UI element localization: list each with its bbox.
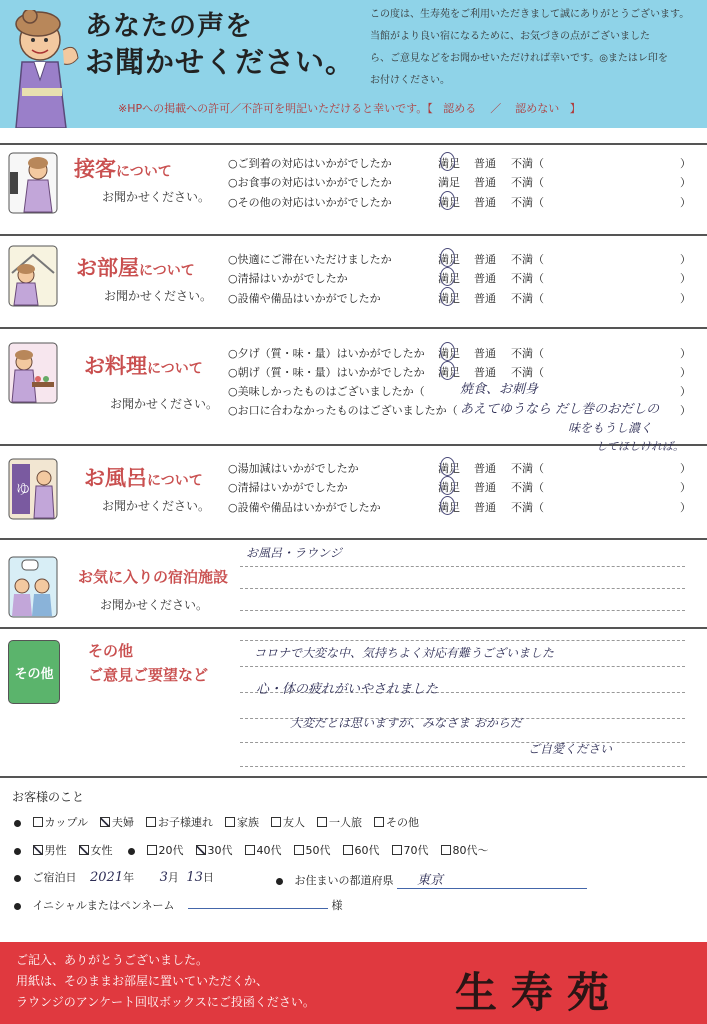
question-service: ○ご到着の対応はいかがでしたか [228, 157, 392, 170]
gender-label: 男性 [44, 844, 67, 857]
divider [0, 234, 707, 236]
checkbox-icon[interactable] [225, 817, 235, 827]
bullet-icon [14, 848, 21, 855]
bullet-icon [128, 848, 135, 855]
month-unit: 月 [167, 871, 179, 884]
handwritten-other: ご自愛ください [528, 742, 613, 756]
option-unsatisfied[interactable]: 不満（ [511, 347, 544, 360]
selection-circle [440, 457, 455, 476]
option-unsatisfied[interactable]: 不満（ [511, 176, 544, 189]
age-option[interactable] [343, 844, 380, 857]
selection-circle [440, 476, 455, 495]
stay-row [14, 869, 214, 885]
handwritten-other: コロナで大変な中、気持ちよく対応有難うございました [254, 646, 555, 660]
intro-line: お付けください。 [370, 75, 450, 86]
writing-line [240, 766, 685, 767]
section-subtitle: お聞かせください。 [104, 289, 213, 303]
option-unsatisfied[interactable]: 不満（ [511, 196, 544, 209]
checkbox-icon[interactable] [79, 845, 89, 855]
checkbox-icon[interactable] [343, 845, 353, 855]
stay-day[interactable]: 13 [186, 870, 203, 885]
question-service: ○その他の対応はいかがでしたか [228, 196, 392, 209]
bullet-icon [14, 875, 21, 882]
option-satisfied[interactable]: 満足 [438, 272, 460, 285]
option-normal[interactable]: 普通 [474, 292, 496, 305]
option-normal[interactable]: 普通 [474, 253, 496, 266]
writing-line [240, 666, 685, 667]
checkbox-icon[interactable] [374, 817, 384, 827]
companion-option[interactable] [317, 816, 362, 829]
section-title-service: 接客について [74, 157, 172, 181]
option-unsatisfied[interactable]: 不満（ [511, 481, 544, 494]
paren-close: ） [680, 404, 691, 417]
companion-label: 夫婦 [111, 816, 134, 829]
svg-text:ゆ: ゆ [16, 482, 30, 498]
option-close: ） [680, 272, 691, 285]
section-title-room: お部屋について [76, 256, 195, 280]
footer-text [16, 950, 315, 1013]
writing-line [240, 640, 685, 641]
writing-line [240, 588, 685, 589]
checkbox-icon[interactable] [100, 817, 110, 827]
question-bath: ○清掃はいかがでしたか [228, 481, 348, 494]
consent-text: ※HPへの掲載への許可／不許可を明記いただけると幸いです。【 [118, 102, 433, 115]
checkbox-icon[interactable] [147, 845, 157, 855]
question-room: ○快適にご滞在いただけましたか [228, 253, 392, 266]
checkbox-icon[interactable] [33, 817, 43, 827]
option-unsatisfied[interactable]: 不満（ [511, 366, 544, 379]
intro-line: この度は、生寿苑をご利用いただきまして誠にありがとうございます。 [370, 9, 690, 20]
option-close: ） [680, 176, 691, 189]
option-normal[interactable]: 普通 [474, 272, 496, 285]
selection-circle [440, 342, 455, 361]
option-unsatisfied[interactable]: 不満（ [511, 292, 544, 305]
checkbox-icon[interactable] [245, 845, 255, 855]
option-normal[interactable]: 普通 [474, 157, 496, 170]
age-option[interactable] [245, 844, 282, 857]
option-close: ） [680, 501, 691, 514]
title-line-2: お聞かせください。 [85, 45, 356, 79]
room-icon [8, 245, 58, 307]
stay-year[interactable]: 2021 [90, 870, 124, 885]
section-subtitle: お聞かせください。 [102, 190, 211, 204]
prefecture-label: お住まいの都道府県 [294, 874, 394, 887]
age-option[interactable] [392, 844, 429, 857]
reception-icon [8, 152, 58, 214]
writing-line [240, 742, 685, 743]
sama-label: 様 [331, 899, 343, 912]
age-label: 70代 [403, 844, 429, 857]
section-title-favorite: お気に入りの宿泊施設 [78, 568, 229, 586]
divider [0, 143, 707, 145]
age-option[interactable] [294, 844, 331, 857]
option-normal[interactable]: 普通 [474, 366, 496, 379]
intro-text [370, 4, 700, 92]
prefecture-field[interactable]: 東京 [397, 869, 587, 889]
hostess-illustration-icon [8, 10, 88, 128]
checkbox-icon[interactable] [441, 845, 451, 855]
brand-logo: 生寿苑 [455, 968, 624, 1017]
footer-line: ご記入、ありがとうございました。 [16, 953, 209, 967]
section-title-other-sub: ご意見ご要望など [88, 666, 209, 684]
bullet-icon [14, 903, 21, 910]
checkbox-icon[interactable] [294, 845, 304, 855]
age-option[interactable] [196, 844, 233, 857]
age-label: 60代 [354, 844, 380, 857]
selection-circle [440, 248, 455, 267]
section-subtitle: お聞かせください。 [110, 397, 219, 411]
gender-label: 女性 [90, 844, 113, 857]
age-option[interactable] [147, 844, 184, 857]
chat-icon [8, 556, 58, 618]
divider [0, 627, 707, 629]
option-unsatisfied[interactable]: 不満（ [511, 157, 544, 170]
option-close: ） [680, 292, 691, 305]
question-service: ○お食事の対応はいかがでしたか [228, 176, 392, 189]
handwritten-cuisine-bad: してほしければ。 [596, 440, 684, 453]
companion-option[interactable] [100, 816, 134, 829]
gender-age-row [14, 842, 501, 858]
hp-consent-line [118, 100, 581, 116]
companion-row [14, 814, 431, 830]
intro-line: 当館がより良い宿になるために、お気づきの点がございました [370, 31, 650, 42]
question-cuisine: ○朝げ（質・味・量）はいかがでしたか [228, 366, 425, 379]
option-satisfied[interactable]: 満足 [438, 501, 460, 514]
section-title-bath: お風呂について [84, 466, 203, 490]
companion-label: 友人 [282, 816, 305, 829]
bullet-icon [14, 820, 21, 827]
option-close: ） [680, 462, 691, 475]
companion-option[interactable] [271, 816, 305, 829]
option-close: ） [680, 196, 691, 209]
companion-label: 一人旅 [328, 816, 362, 829]
option-normal[interactable]: 普通 [474, 501, 496, 514]
companion-option[interactable] [374, 816, 419, 829]
handwritten-cuisine-good: 焼食、お刺身 [460, 382, 539, 397]
option-close: ） [680, 347, 691, 360]
initial-row [14, 896, 343, 913]
paren-close: ） [680, 385, 691, 398]
checkbox-icon[interactable] [196, 845, 206, 855]
age-label: 40代 [256, 844, 282, 857]
option-satisfied[interactable]: 満足 [438, 347, 460, 360]
selection-circle [440, 191, 455, 210]
footer-line: 用紙は、そのままお部屋に置いていただくか、 [16, 974, 269, 988]
consent-allow[interactable]: 認める [443, 102, 477, 115]
handwritten-other: 大変だとは思いますが、みなさま おからだ [290, 716, 522, 730]
bullet-icon [276, 878, 283, 885]
selection-circle [440, 287, 455, 306]
age-label: 80代〜 [452, 844, 489, 857]
year-unit: 年 [123, 871, 135, 884]
handwritten-other: 心・体の疲れがいやされました [256, 682, 439, 697]
checkbox-icon[interactable] [317, 817, 327, 827]
companion-label: カップル [44, 816, 88, 829]
selection-circle [440, 496, 455, 515]
companion-label: 家族 [236, 816, 259, 829]
footer-line: ラウンジのアンケート回収ボックスにご投函ください。 [16, 995, 315, 1009]
checkbox-icon[interactable] [271, 817, 281, 827]
gender-option[interactable] [79, 844, 113, 857]
section-subtitle: お聞かせください。 [100, 598, 209, 612]
consent-close: 】 [569, 102, 581, 115]
option-satisfied[interactable]: 満足 [438, 462, 460, 475]
question-cuisine: ○夕げ（質・味・量）はいかがでしたか [228, 347, 425, 360]
stay-label: ご宿泊日 [32, 871, 77, 884]
bath-icon [8, 458, 58, 520]
question-cuisine: ○美味しかったものはございましたか（ [228, 385, 425, 398]
age-label: 30代 [207, 844, 233, 857]
option-normal[interactable]: 普通 [474, 481, 496, 494]
day-unit: 日 [202, 871, 214, 884]
section-title-cuisine: お料理について [84, 354, 203, 378]
option-unsatisfied[interactable]: 不満（ [511, 501, 544, 514]
selection-circle [440, 152, 455, 171]
writing-line [240, 610, 685, 611]
handwritten-cuisine-bad: 味をもうし濃く [568, 421, 653, 435]
stay-month[interactable]: 3 [159, 870, 168, 885]
divider [0, 327, 707, 329]
checkbox-icon[interactable] [392, 845, 402, 855]
selection-circle [440, 361, 455, 380]
section-subtitle: お聞かせください。 [102, 499, 211, 513]
option-unsatisfied[interactable]: 不満（ [511, 272, 544, 285]
prefecture-row [276, 869, 587, 889]
title-line-1: あなたの声を [85, 11, 253, 42]
option-satisfied[interactable]: 満足 [438, 366, 460, 379]
divider [0, 776, 707, 778]
option-normal[interactable]: 普通 [474, 462, 496, 475]
question-room: ○設備や備品はいかがでしたか [228, 292, 381, 305]
option-satisfied[interactable]: 満足 [438, 196, 460, 209]
option-normal[interactable]: 普通 [474, 196, 496, 209]
divider [0, 538, 707, 540]
gender-option[interactable] [33, 844, 67, 857]
checkbox-icon[interactable] [146, 817, 156, 827]
option-normal[interactable]: 普通 [474, 176, 496, 189]
question-cuisine: ○お口に合わなかったものはございましたか（ [228, 404, 458, 417]
option-satisfied[interactable]: 満足 [438, 253, 460, 266]
companion-option[interactable] [225, 816, 259, 829]
handwritten-cuisine-bad: あえてゆうなら だし巻のおだしの [460, 402, 660, 417]
option-close: ） [680, 481, 691, 494]
companion-label: お子様連れ [157, 816, 213, 829]
companion-option[interactable] [146, 816, 213, 829]
age-option[interactable] [441, 844, 489, 857]
option-close: ） [680, 366, 691, 379]
option-satisfied[interactable]: 満足 [438, 157, 460, 170]
option-close: ） [680, 157, 691, 170]
option-unsatisfied[interactable]: 不満（ [511, 462, 544, 475]
cuisine-icon [8, 342, 58, 404]
age-label: 20代 [158, 844, 184, 857]
age-label: 50代 [305, 844, 331, 857]
section-title-other: その他 [88, 642, 134, 660]
question-room: ○清掃はいかがでしたか [228, 272, 348, 285]
other-badge: その他 [8, 640, 60, 704]
companion-option[interactable] [33, 816, 88, 829]
companion-label: その他 [385, 816, 419, 829]
option-satisfied[interactable]: 満足 [438, 481, 460, 494]
consent-separator: ／ [490, 102, 502, 115]
initial-field[interactable] [188, 896, 328, 909]
checkbox-icon[interactable] [33, 845, 43, 855]
intro-line: ら、ご意見などをお聞かせいただければ幸いです。◎またはレ印を [370, 53, 668, 64]
writing-line [240, 566, 685, 567]
option-normal[interactable]: 普通 [474, 347, 496, 360]
option-close: ） [680, 253, 691, 266]
option-unsatisfied[interactable]: 不満（ [511, 253, 544, 266]
option-satisfied[interactable]: 満足 [438, 176, 460, 189]
customer-section-title: お客様のこと [12, 790, 85, 804]
consent-deny[interactable]: 認めない [515, 102, 560, 115]
option-satisfied[interactable]: 満足 [438, 292, 460, 305]
initial-label: イニシャルまたはペンネーム [32, 899, 175, 912]
question-bath: ○設備や備品はいかがでしたか [228, 501, 381, 514]
question-bath: ○湯加減はいかがでしたか [228, 462, 359, 475]
selection-circle [440, 267, 455, 286]
handwritten-favorite: お風呂・ラウンジ [246, 546, 342, 560]
